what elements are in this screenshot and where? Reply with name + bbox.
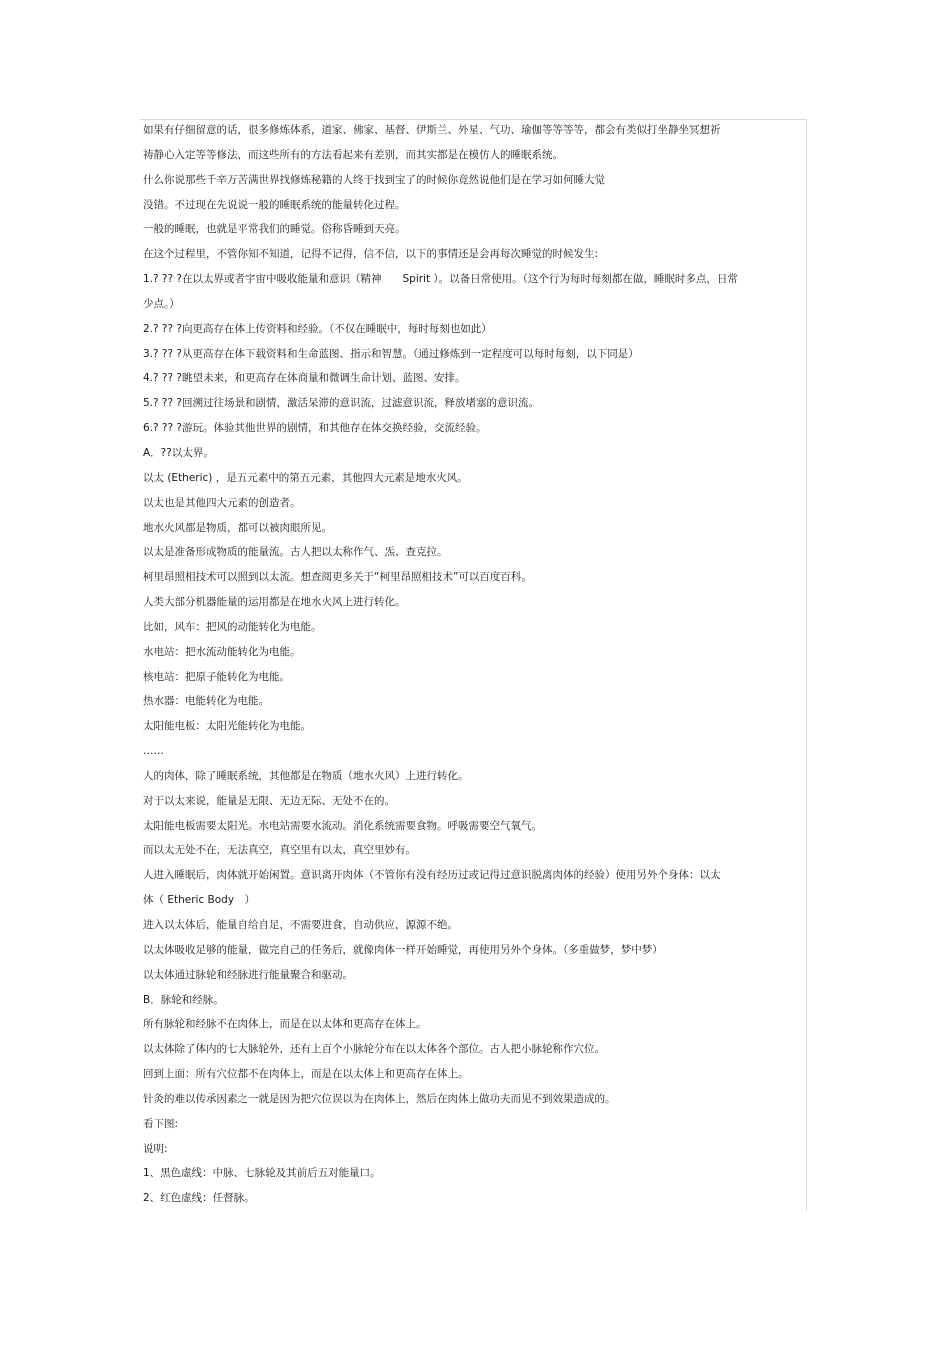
text-line: 4.? ?? ?眺望未来，和更高存在体商量和微调生命计划、蓝图、安排。 (143, 372, 466, 385)
text-line: 以太体除了体内的七大脉轮外，还有上百个小脉轮分布在以太体各个部位。古人把小脉轮称作穴位。 (143, 1043, 605, 1056)
text-line: 人进入睡眠后，肉体就开始闲置。意识离开肉体（不管你有没有经历过或记得过意识脱离肉体的经验）使用另外个身体：以太 (143, 869, 721, 882)
text-line: 以太 (Etheric) ，是五元素中的第五元素，其他四大元素是地水火风。 (143, 471, 468, 484)
text-line: 少点。） (143, 297, 180, 310)
text-line: 对于以太来说，能量是无限、无边无际、无处不在的。 (143, 794, 395, 807)
text-line: 1.? ?? ?在以太界或者宇宙中吸收能量和意识（精神 Spirit ）。以备日常使用。（这个行为每时每刻都在做，睡眠时多点，日常 (143, 273, 738, 286)
text-line: 热水器：电能转化为电能。 (143, 695, 269, 708)
text-line: 回到上面：所有穴位都不在肉体上，而是在以太体上和更高存在体上。 (143, 1068, 469, 1081)
text-line: 祷静心入定等等修法，而这些所有的方法看起来有差别，而其实都是在模仿人的睡眠系统。 (143, 148, 563, 161)
text-line: 地水火风都是物质，都可以被肉眼所见。 (143, 521, 332, 534)
text-line: 体（ Etheric Body ） (143, 894, 256, 907)
text-line: 针灸的难以传承因素之一就是因为把穴位误以为在肉体上，然后在肉体上做功夫而见不到效果造成的。 (143, 1092, 616, 1105)
text-line: 什么你说那些千辛万苦满世界找修炼秘籍的人终于找到宝了的时候你竟然说他们是在学习如何睡大觉 (143, 173, 605, 186)
text-line: 1、黑色虚线：中脉、七脉轮及其前后五对能量口。 (143, 1167, 381, 1180)
text-line: 以太也是其他四大元素的创造者。 (143, 496, 301, 509)
text-line: 太阳能电板：太阳光能转化为电能。 (143, 720, 311, 733)
text-line: 比如，风车：把风的动能转化为电能。 (143, 620, 322, 633)
text-line: 以太体通过脉轮和经脉进行能量聚合和驱动。 (143, 968, 353, 981)
text-line: 核电站：把原子能转化为电能。 (143, 670, 290, 683)
text-line: 所有脉轮和经脉不在肉体上，而是在以太体和更高存在体上。 (143, 1018, 427, 1031)
text-line: 而以太无处不在，无法真空，真空里有以太，真空里妙有。 (143, 844, 416, 857)
text-line: 2.? ?? ?向更高存在体上传资料和经验。（不仅在睡眠中，每时每刻也如此） (143, 322, 492, 335)
text-line: 3.? ?? ?从更高存在体下载资料和生命蓝图、指示和智慧。（通过修炼到一定程度可以每时每刻，以下同是） (143, 347, 639, 360)
text-line: 如果有仔细留意的话，很多修炼体系，道家、佛家、基督、伊斯兰、外星、气功、瑜伽等等等等，都会有类似打坐静坐冥想祈 (143, 124, 721, 136)
text-line: B．脉轮和经脉。 (143, 993, 224, 1006)
text-line: 在这个过程里，不管你知不知道，记得不记得，信不信，以下的事情还是会再每次睡觉的时候发生: (143, 248, 599, 261)
text-line: A．??以太界。 (143, 446, 214, 459)
text-line: 以太是准备形成物质的能量流。古人把以太称作气、炁、查克拉。 (143, 546, 448, 559)
text-line: 2、红色虚线：任督脉。 (143, 1192, 255, 1205)
text-line: 太阳能电板需要太阳光。水电站需要水流动。消化系统需要食物。呼吸需要空气氧气。 (143, 819, 542, 832)
text-line: 柯里昂照相技术可以照到以太流。想查阅更多关于“柯里昂照相技术”可以百度百科。 (143, 571, 532, 584)
text-line: 5.? ?? ?回溯过往场景和剧情，激活呆滞的意识流，过滤意识流，释放堵塞的意识流。 (143, 397, 539, 410)
text-line: 一般的睡眠，也就是平常我们的睡觉。俗称昏睡到天亮。 (143, 223, 406, 236)
text-line: 人类大部分机器能量的运用都是在地水火风上进行转化。 (143, 596, 406, 609)
text-line: 人的肉体，除了睡眠系统，其他都是在物质（地水火风）上进行转化。 (143, 769, 469, 782)
text-line: 进入以太体后，能量自给自足，不需要进食，自动供应，源源不绝。 (143, 919, 458, 931)
text-line: …… (143, 745, 164, 758)
text-line: 以太体吸收足够的能量，做完自己的任务后，就像肉体一样开始睡觉，再使用另外个身体。（多重做梦，梦中梦） (143, 943, 663, 956)
page-border-right (806, 119, 807, 1211)
text-line: 水电站：把水流动能转化为电能。 (143, 645, 301, 658)
text-line: 看下图: (143, 1117, 179, 1130)
text-line: 6.? ?? ?游玩。体验其他世界的剧情，和其他存在体交换经验，交流经验。 (143, 422, 487, 435)
text-line: 说明: (143, 1142, 168, 1155)
document-body (143, 118, 793, 1211)
text-line: 没错。不过现在先说说一般的睡眠系统的能量转化过程。 (143, 198, 406, 211)
